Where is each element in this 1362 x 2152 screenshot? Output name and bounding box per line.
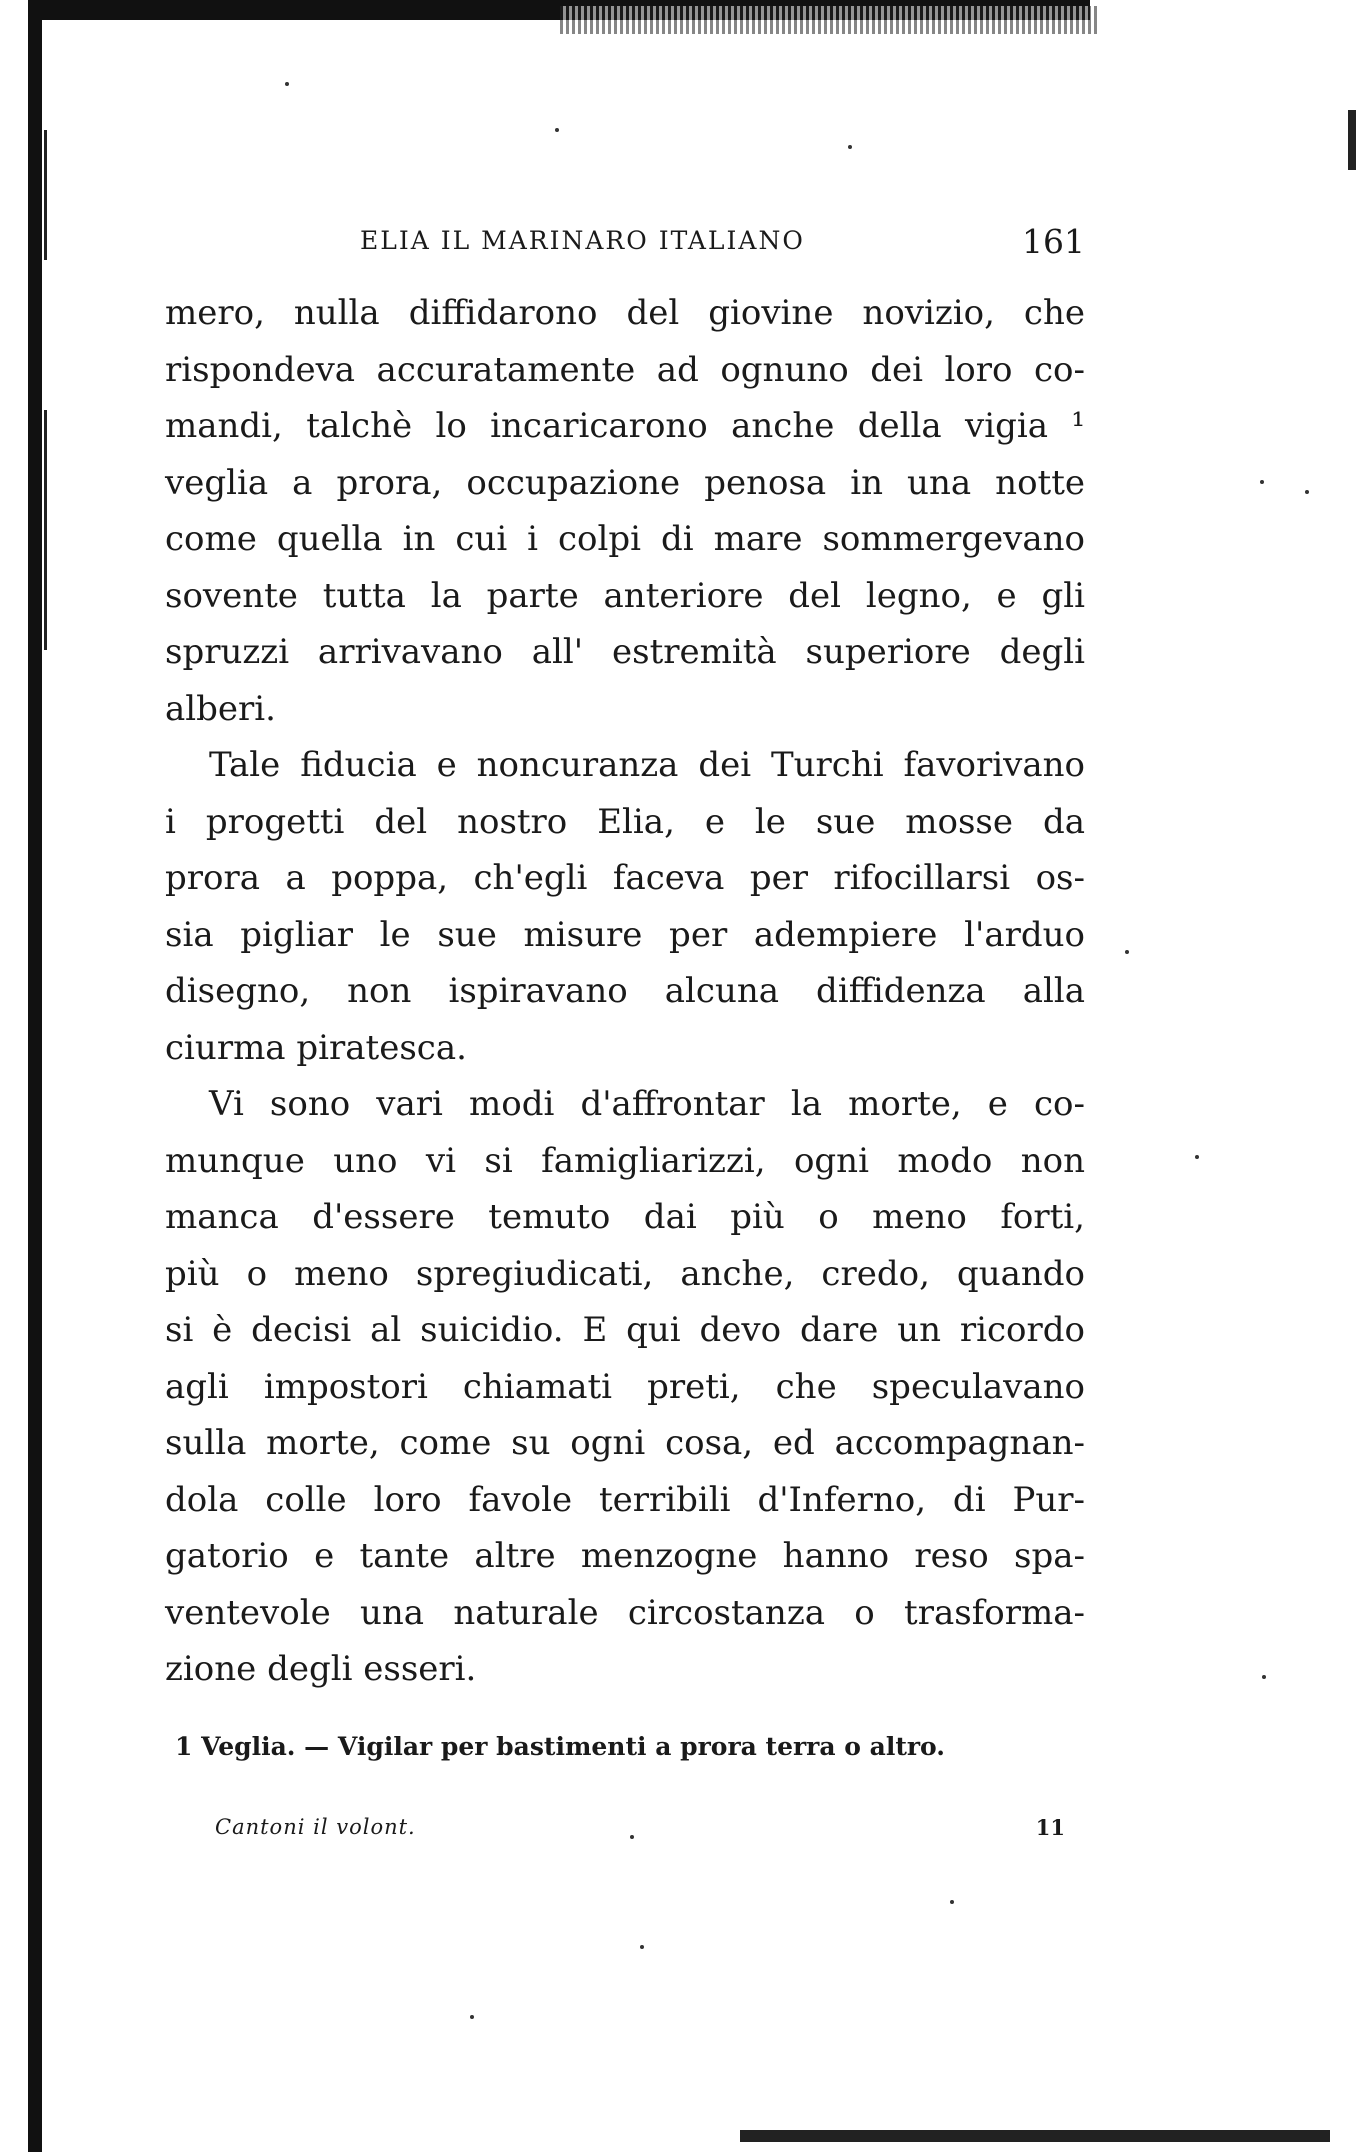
print-speck [470, 2015, 474, 2019]
text-line: come quella in cui i colpi di mare sommergevano [165, 519, 1085, 559]
text-line: ciurma piratesca. [165, 1027, 467, 1068]
page-top-rule-fade [560, 6, 1100, 34]
footnote-text: 1 Veglia. — Vigilar per bastimenti a prora terra o altro. [175, 1732, 945, 1761]
print-speck [1260, 480, 1264, 484]
print-speck [848, 145, 852, 149]
text-line: alberi. [165, 688, 276, 729]
print-speck [555, 128, 559, 132]
running-head [165, 222, 1085, 262]
text-line: Vi sono vari modi d'affrontar la morte, e co- [209, 1084, 1085, 1124]
text-line: Tale fiducia e noncuranza dei Turchi favorivano [209, 745, 1085, 785]
page-right-mark [1348, 110, 1356, 170]
text-line: i progetti del nostro Elia, e le sue mosse da [165, 801, 1085, 842]
text-line: dola colle loro favole terribili d'Inferno, di Pur- [165, 1479, 1085, 1520]
page-edge-mark [44, 410, 47, 650]
signature-line [215, 1815, 1075, 1855]
print-speck [640, 1945, 644, 1949]
print-speck [1195, 1155, 1199, 1159]
page-bottom-rule [740, 2130, 1330, 2142]
text-line: ventevole una naturale circostanza o trasforma- [165, 1592, 1085, 1633]
print-speck [285, 82, 289, 86]
body-text [165, 285, 1085, 1698]
text-line: sulla morte, come su ogni cosa, ed accompagnan- [165, 1423, 1085, 1463]
text-line: zione degli esseri. [165, 1649, 477, 1689]
footnote [175, 1732, 1055, 1761]
print-speck [1125, 950, 1129, 954]
text-line: mero, nulla diffidarono del giovine novizio, che [165, 293, 1085, 333]
text-line: rispondeva accuratamente ad ognuno dei loro co- [165, 349, 1085, 390]
text-line: sia pigliar le sue misure per adempiere l'arduo [165, 914, 1085, 955]
text-line: munque uno vi si famigliarizzi, ogni modo non [165, 1140, 1085, 1181]
running-title: ELIA IL MARINARO ITALIANO [360, 226, 805, 255]
text-line: agli impostori chiamati preti, che speculavano [165, 1366, 1085, 1407]
text-line: veglia a prora, occupazione penosa in una notte [165, 462, 1085, 503]
page-left-edge [28, 0, 42, 2152]
text-line: spruzzi arrivavano all' estremità superiore degli [165, 632, 1085, 672]
text-line: disegno, non ispiravano alcuna diffidenza alla [165, 971, 1085, 1011]
print-speck [1305, 490, 1309, 494]
printer-signature: Cantoni il volont. [215, 1815, 416, 1839]
signature-mark: 11 [1035, 1815, 1065, 1840]
text-line: più o meno spregiudicati, anche, credo, quando [165, 1253, 1085, 1294]
page-edge-mark [44, 130, 47, 260]
page-number: 161 [1022, 222, 1085, 261]
print-speck [1262, 1675, 1266, 1679]
text-line: manca d'essere temuto dai più o meno forti, [165, 1197, 1085, 1237]
print-speck [950, 1900, 954, 1904]
text-line: si è decisi al suicidio. E qui devo dare un ricordo [165, 1310, 1085, 1350]
text-line: gatorio e tante altre menzogne hanno reso spa- [165, 1536, 1085, 1576]
text-line: mandi, talchè lo incaricarono anche della vigia ¹ [165, 406, 1085, 446]
text-line: prora a poppa, ch'egli faceva per rifocillarsi os- [165, 858, 1085, 898]
text-line: sovente tutta la parte anteriore del legno, e gli [165, 575, 1085, 616]
